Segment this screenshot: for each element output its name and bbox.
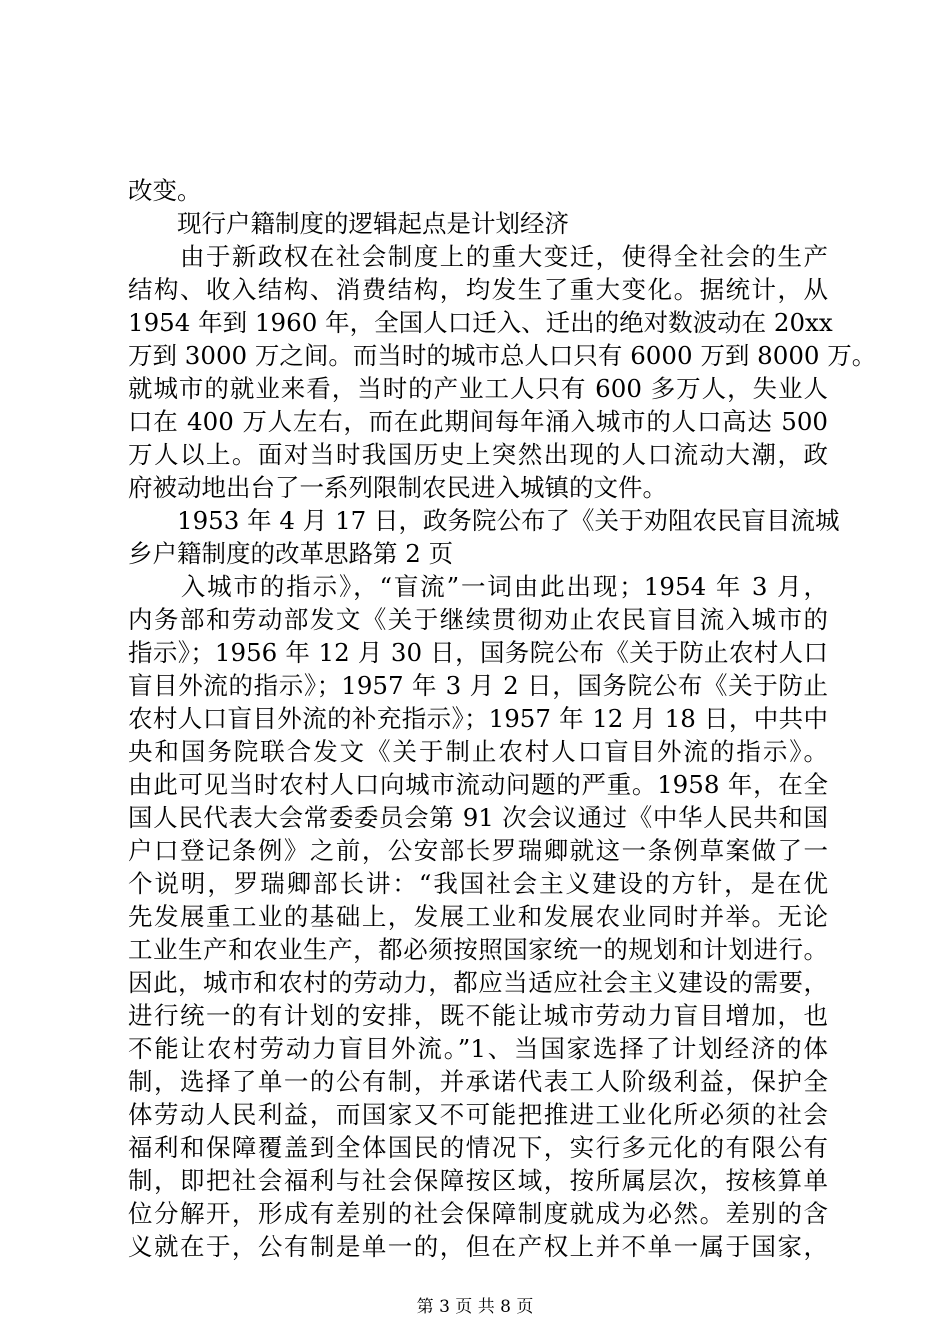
text-line: 1954 年到 1960 年，全国人口迁入、迁出的绝对数波动在 20xx <box>128 308 833 337</box>
section-heading: 现行户籍制度的逻辑起点是计划经济 <box>128 209 569 238</box>
text-line: 先发展重工业的基础上，发展工业和发展农业同时并举。无论 <box>128 902 828 931</box>
text-line: 福利和保障覆盖到全体国民的情况下，实行多元化的有限公有 <box>128 1133 828 1162</box>
text-line: 因此，城市和农村的劳动力，都应当适应社会主义建设的需要， <box>128 968 828 997</box>
text-line: 义就在于，公有制是单一的，但在产权上并不单一属于国家， <box>128 1232 828 1261</box>
text-line: 由于新政权在社会制度上的重大变迁，使得全社会的生产 <box>128 242 828 271</box>
text-line: 盲目外流的指示》；1957 年 3 月 2 日，国务院公布《关于防止 <box>128 671 828 700</box>
text-line: 农村人口盲目外流的补充指示》；1957 年 12 月 18 日，中共中 <box>128 704 828 733</box>
text-line: 入城市的指示》，“盲流”一词由此出现；1954 年 3 月， <box>128 572 828 601</box>
text-line: 进行统一的有计划的安排，既不能让城市劳动力盲目增加，也 <box>128 1001 828 1030</box>
text-line: 就城市的就业来看，当时的产业工人只有 600 多万人，失业人 <box>128 374 828 403</box>
text-line: 结构、收入结构、消费结构，均发生了重大变化。据统计，从 <box>128 275 828 304</box>
page-footer: 第 3 页 共 8 页 <box>416 1297 534 1317</box>
text-line: 工业生产和农业生产，都必须按照国家统一的规划和计划进行。 <box>128 935 828 964</box>
text-line: 万人以上。面对当时我国历史上突然出现的人口流动大潮，政 <box>128 440 828 469</box>
text-line: 内务部和劳动部发文《关于继续贯彻劝止农民盲目流入城市的 <box>128 605 828 634</box>
text-line: 国人民代表大会常委委员会第 91 次会议通过《中华人民共和国 <box>128 803 828 832</box>
text-line: 户口登记条例》之前，公安部长罗瑞卿就这一条例草案做了一 <box>128 836 828 865</box>
text-line: 万到 3000 万之间。而当时的城市总人口只有 6000 万到 8000 万。 <box>128 341 877 370</box>
text-line: 由此可见当时农村人口向城市流动问题的严重。1958 年，在全 <box>128 770 828 799</box>
text-line: 不能让农村劳动力盲目外流。”1、当国家选择了计划经济的体 <box>128 1034 828 1063</box>
text-line: 个说明，罗瑞卿部长讲：“我国社会主义建设的方针，是在优 <box>128 869 828 898</box>
text-line: 体劳动人民利益，而国家又不可能把推进工业化所必须的社会 <box>128 1100 828 1129</box>
text-line: 口在 400 万人左右，而在此期间每年涌入城市的人口高达 500 <box>128 407 828 436</box>
text-line: 指示》；1956 年 12 月 30 日，国务院公布《关于防止农村人口 <box>128 638 828 667</box>
text-line: 位分解开，形成有差别的社会保障制度就成为必然。差别的含 <box>128 1199 828 1228</box>
text-line: 制，即把社会福利与社会保障按区域，按所属层次，按核算单 <box>128 1166 828 1195</box>
text-line: 1953 年 4 月 17 日，政务院公布了《关于劝阻农民盲目流城 <box>128 506 840 535</box>
text-line: 制，选择了单一的公有制，并承诺代表工人阶级利益，保护全 <box>128 1067 828 1096</box>
text-line: 乡户籍制度的改革思路第 2 页 <box>128 539 454 568</box>
text-line: 改变。 <box>128 176 202 205</box>
text-line: 府被动地出台了一系列限制农民进入城镇的文件。 <box>128 473 667 502</box>
text-line: 央和国务院联合发文《关于制止农村人口盲目外流的指示》。 <box>128 737 828 766</box>
